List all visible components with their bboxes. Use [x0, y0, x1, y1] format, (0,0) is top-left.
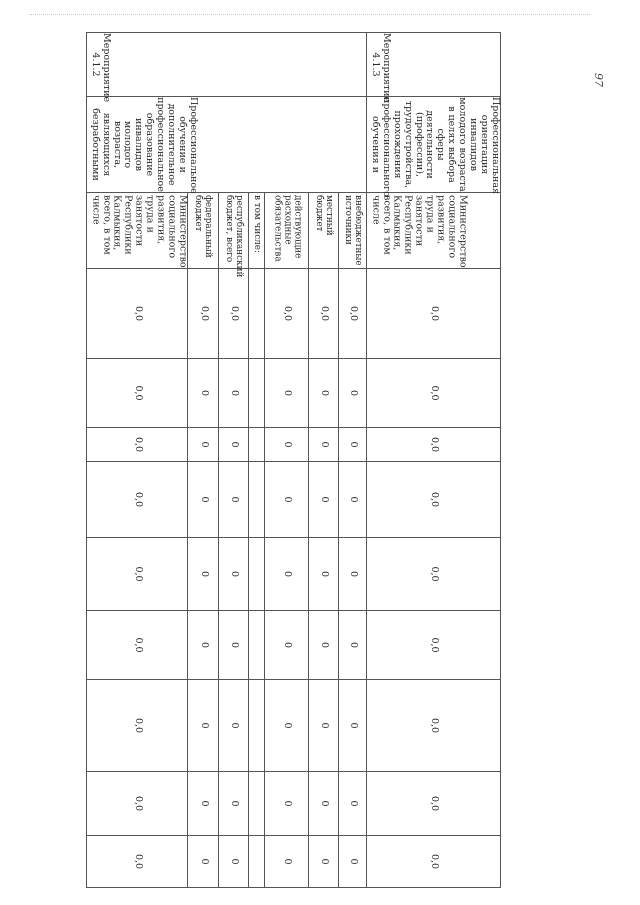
value-cell: 0 [319, 641, 331, 649]
measure-name: Профессиональное обучение и дополнительное профессиональное образование инвалидов молодого возраста, являющихся безработными [89, 97, 200, 194]
value-cell: 0 [229, 441, 241, 448]
value-cell: 0 [348, 496, 360, 503]
value-cell: 0,0 [429, 795, 441, 812]
value-cell: 0,0 [348, 305, 360, 322]
value-cell: 0,0 [132, 566, 144, 582]
funding-source: республиканский бюджет, всего [223, 195, 244, 278]
funding-source: внебюджетные источники [342, 195, 363, 266]
value-cell: 0 [319, 389, 331, 397]
funding-source: действующие расходные обязательства [271, 195, 302, 262]
value-cell: 0 [229, 858, 241, 865]
value-cell: 0 [198, 641, 210, 649]
funding-source: в том числе: [251, 195, 262, 253]
value-cell: 0,0 [132, 491, 144, 508]
value-cell: 0 [319, 858, 331, 865]
table-row [87, 33, 188, 888]
value-cell: 0 [229, 641, 241, 649]
value-cell: 0,0 [198, 305, 210, 322]
page-number: 97 [592, 73, 605, 87]
value-cell: 0 [282, 858, 294, 865]
value-cell: 0 [319, 496, 331, 503]
value-cell: 0 [282, 496, 294, 503]
value-cell: 0,0 [282, 305, 294, 322]
value-cell: 0 [198, 389, 210, 397]
rotated-table-container [86, 32, 502, 887]
funding-source: федеральный бюджет [193, 195, 214, 258]
value-cell: 0,0 [429, 385, 441, 401]
value-cell: 0,0 [429, 637, 441, 653]
value-cell: 0 [319, 441, 331, 448]
scan-edge-dots [30, 14, 590, 15]
value-cell: 0 [319, 800, 331, 807]
value-cell: 0 [348, 389, 360, 397]
value-cell: 0 [198, 800, 210, 807]
value-cell: 0 [348, 641, 360, 649]
value-cell: 0 [229, 570, 241, 578]
value-cell: 0 [282, 800, 294, 807]
value-cell: 0,0 [132, 305, 144, 322]
value-cell: 0 [198, 570, 210, 578]
funding-source: Министерство социального развития, труда и занятости Республики Калмыкия, всего, в том числе [370, 195, 469, 268]
funding-source: местный бюджет [313, 195, 334, 236]
value-cell: 0,0 [229, 305, 241, 322]
value-cell: 0 [229, 496, 241, 503]
value-cell: 0 [348, 800, 360, 807]
value-cell: 0 [229, 389, 241, 397]
value-cell: 0 [198, 858, 210, 865]
value-cell: 0,0 [429, 566, 441, 582]
value-cell: 0 [348, 858, 360, 865]
value-cell: 0 [282, 441, 294, 448]
value-cell: 0 [198, 496, 210, 503]
value-cell: 0 [282, 389, 294, 397]
value-cell: 0,0 [429, 853, 441, 870]
value-cell: 0 [282, 641, 294, 649]
measure-name: Профессиональная ориентация инвалидов молодого возраста в целях выбора сферы деятельности (профессии), трудоустройства, прохождения профессионального обучения и [370, 97, 502, 197]
value-cell: 0 [229, 800, 241, 807]
value-cell: 0 [348, 722, 360, 729]
value-cell: 0,0 [132, 436, 144, 453]
value-cell: 0 [348, 441, 360, 448]
value-cell: 0 [319, 570, 331, 578]
table-row [367, 33, 501, 888]
value-cell: 0,0 [429, 305, 441, 322]
value-cell: 0 [348, 570, 360, 578]
value-cell: 0,0 [132, 717, 144, 734]
value-cell: 0 [282, 570, 294, 578]
value-cell: 0,0 [132, 637, 144, 653]
value-cell: 0,0 [132, 795, 144, 812]
value-cell: 0 [198, 441, 210, 448]
value-cell: 0,0 [429, 436, 441, 453]
value-cell: 0 [198, 722, 210, 729]
measure-code: Мероприятие 4.1.3 [370, 33, 393, 103]
value-cell: 0,0 [429, 717, 441, 734]
budget-table [86, 32, 501, 888]
value-cell: 0 [229, 722, 241, 729]
value-cell: 0,0 [132, 853, 144, 870]
value-cell: 0,0 [132, 385, 144, 401]
value-cell: 0,0 [319, 305, 331, 322]
value-cell: 0 [319, 722, 331, 729]
funding-source: Министерство социального развития, труда и занятости Республики Калмыкия, всего, в том числе [89, 195, 189, 268]
value-cell: 0 [282, 722, 294, 729]
measure-code: Мероприятие 4.1.2 [89, 33, 112, 103]
value-cell: 0,0 [429, 491, 441, 508]
